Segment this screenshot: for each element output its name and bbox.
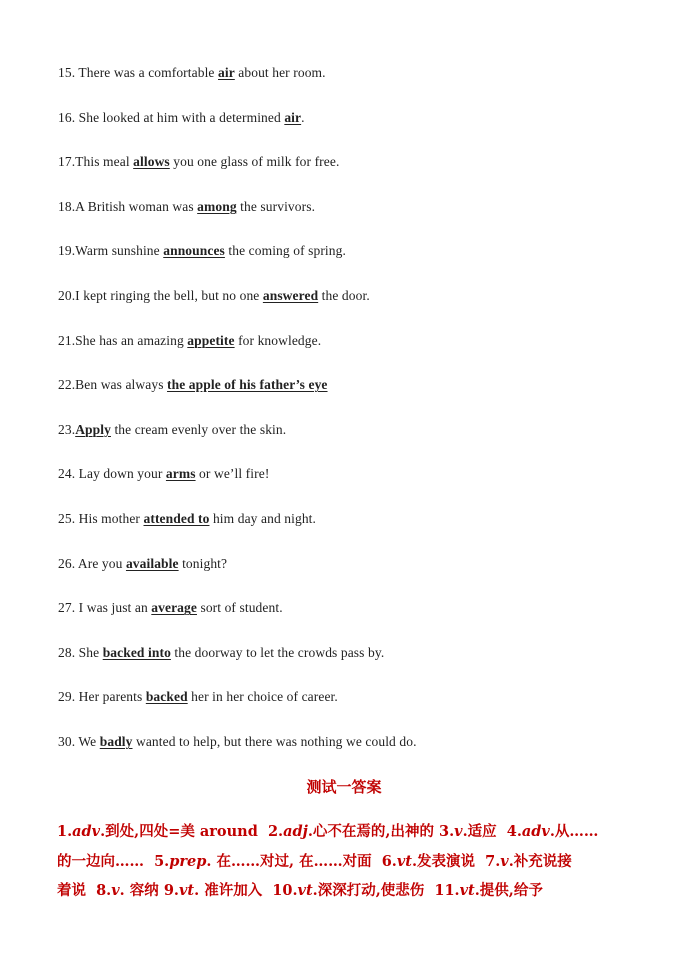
answer-word: air <box>218 65 235 80</box>
sentence-line <box>58 555 227 573</box>
answer-key-number: 7. <box>475 852 501 870</box>
sentence-text: 18.A British woman was <box>58 198 198 214</box>
sentence-text: 22.Ben was always <box>58 377 168 393</box>
answer-key-line <box>57 850 572 871</box>
answer-word: available <box>125 555 179 571</box>
sentence-text: 21.She has an amazing <box>58 332 188 348</box>
sentence-line <box>58 153 339 171</box>
sentence-text: or we’ll fire! <box>195 466 270 482</box>
answer-key-title: 测试一答案 <box>306 778 382 796</box>
sentence-line <box>58 242 346 260</box>
sentence-line <box>58 510 316 528</box>
answer-word: backed into <box>102 644 171 660</box>
sentence-text: 27. I was just an <box>58 600 152 616</box>
part-of-speech: v <box>111 882 120 899</box>
part-of-speech: v <box>454 823 463 840</box>
part-of-speech: vt <box>396 852 412 870</box>
definition-text: . 容纳 <box>119 882 159 899</box>
sentence-text: 15. There was a comfortable <box>58 65 218 80</box>
sentence-text: 25. His mother <box>58 511 144 526</box>
part-of-speech: adj <box>283 823 308 840</box>
sentence-line <box>58 644 384 662</box>
definition-text: .到处,四处=美 around <box>100 823 258 840</box>
answer-key-number: 6. <box>371 852 397 870</box>
answer-word: backed <box>145 689 188 705</box>
part-of-speech: vt <box>459 882 475 899</box>
answer-word: Apply <box>75 421 111 437</box>
answer-key-line <box>57 879 543 900</box>
definition-text: .从…… <box>549 823 599 840</box>
sentence-line <box>58 688 338 706</box>
part-of-speech: prep <box>169 852 207 870</box>
part-of-speech: vt <box>297 882 313 899</box>
answer-key-number: 9. <box>158 882 179 899</box>
sentence-line <box>58 465 269 483</box>
answer-word: badly <box>99 734 133 749</box>
answer-word: allows <box>133 154 170 170</box>
answer-key-number: 2. <box>257 823 284 840</box>
sentence-text: 29. Her parents <box>58 689 146 705</box>
definition-text: .发表演说 <box>411 852 476 870</box>
sentence-text: the coming of spring. <box>224 243 346 259</box>
part-of-speech: adv <box>521 823 550 840</box>
part-of-speech: adv <box>72 823 101 840</box>
sentence-text: 26. Are you <box>58 555 126 571</box>
sentence-text: him day and night. <box>209 511 316 526</box>
sentence-text: 17.This meal <box>58 154 134 170</box>
sentence-text: the doorway to let the crowds pass by. <box>170 644 385 660</box>
sentence-text: the cream evenly over the skin. <box>110 421 287 437</box>
sentence-text: you one glass of milk for free. <box>169 154 340 170</box>
sentence-text: 28. She <box>58 644 103 660</box>
answer-key-number: 10. <box>262 882 298 899</box>
sentence-text: . <box>301 109 305 125</box>
sentence-line <box>58 64 326 82</box>
answer-word: air <box>284 109 302 125</box>
sentence-text: wanted to help, but there was nothing we could do. <box>132 734 417 749</box>
sentence-line <box>58 287 370 305</box>
answer-key-number: 的一边向…… 5. <box>57 852 170 870</box>
sentence-line <box>58 109 305 127</box>
sentence-text: 16. She looked at him with a determined <box>58 109 285 125</box>
definition-text: .深深打动,使悲伤 <box>312 882 425 899</box>
sentence-text: tonight? <box>178 555 228 571</box>
answer-key-number: 1. <box>57 823 73 840</box>
sentence-text: her in her choice of career. <box>187 689 338 705</box>
answer-word: appetite <box>187 332 235 348</box>
definition-text: .适应 <box>462 823 497 840</box>
sentence-line <box>58 376 328 394</box>
answer-word: answered <box>262 288 319 303</box>
answer-word: among <box>197 198 237 214</box>
sentence-text: sort of student. <box>196 600 283 616</box>
answer-word: attended to <box>143 511 210 526</box>
sentence-text: 19.Warm sunshine <box>58 243 164 259</box>
sentence-text: 20.I kept ringing the bell, but no one <box>58 288 263 303</box>
answer-key-number: 3. <box>433 823 455 840</box>
answer-key-number: 4. <box>496 823 522 840</box>
sentence-line <box>58 332 321 350</box>
definition-text: .心不在焉的,出神的 <box>307 823 434 840</box>
sentence-line <box>58 198 315 216</box>
sentence-text: 24. Lay down your <box>58 466 166 482</box>
answer-key-number: 11. <box>424 882 460 899</box>
answer-word: average <box>151 600 197 616</box>
sentence-line <box>58 599 283 617</box>
sentence-text: for knowledge. <box>234 332 322 348</box>
answer-word: arms <box>165 466 196 482</box>
definition-text: . 准许加入 <box>194 882 263 899</box>
sentence-line <box>58 421 286 439</box>
sentence-text: 30. We <box>58 734 100 749</box>
answer-word: the apple of his father’s eye <box>167 377 328 393</box>
sentence-text: the door. <box>318 288 370 303</box>
sentence-line <box>58 733 417 751</box>
answer-word: announces <box>163 243 225 259</box>
part-of-speech: v <box>500 852 509 870</box>
part-of-speech: vt <box>178 882 195 899</box>
definition-text: .补充说接 <box>508 852 572 870</box>
sentence-text: the survivors. <box>236 198 316 214</box>
definition-text: .提供,给予 <box>474 882 543 899</box>
sentence-text: 23. <box>58 421 76 437</box>
definition-text: . 在……对过, 在……对面 <box>206 852 372 870</box>
answer-key-line <box>57 820 598 841</box>
sentence-text: about her room. <box>234 65 326 80</box>
answer-key-number: 着说 8. <box>57 882 112 899</box>
